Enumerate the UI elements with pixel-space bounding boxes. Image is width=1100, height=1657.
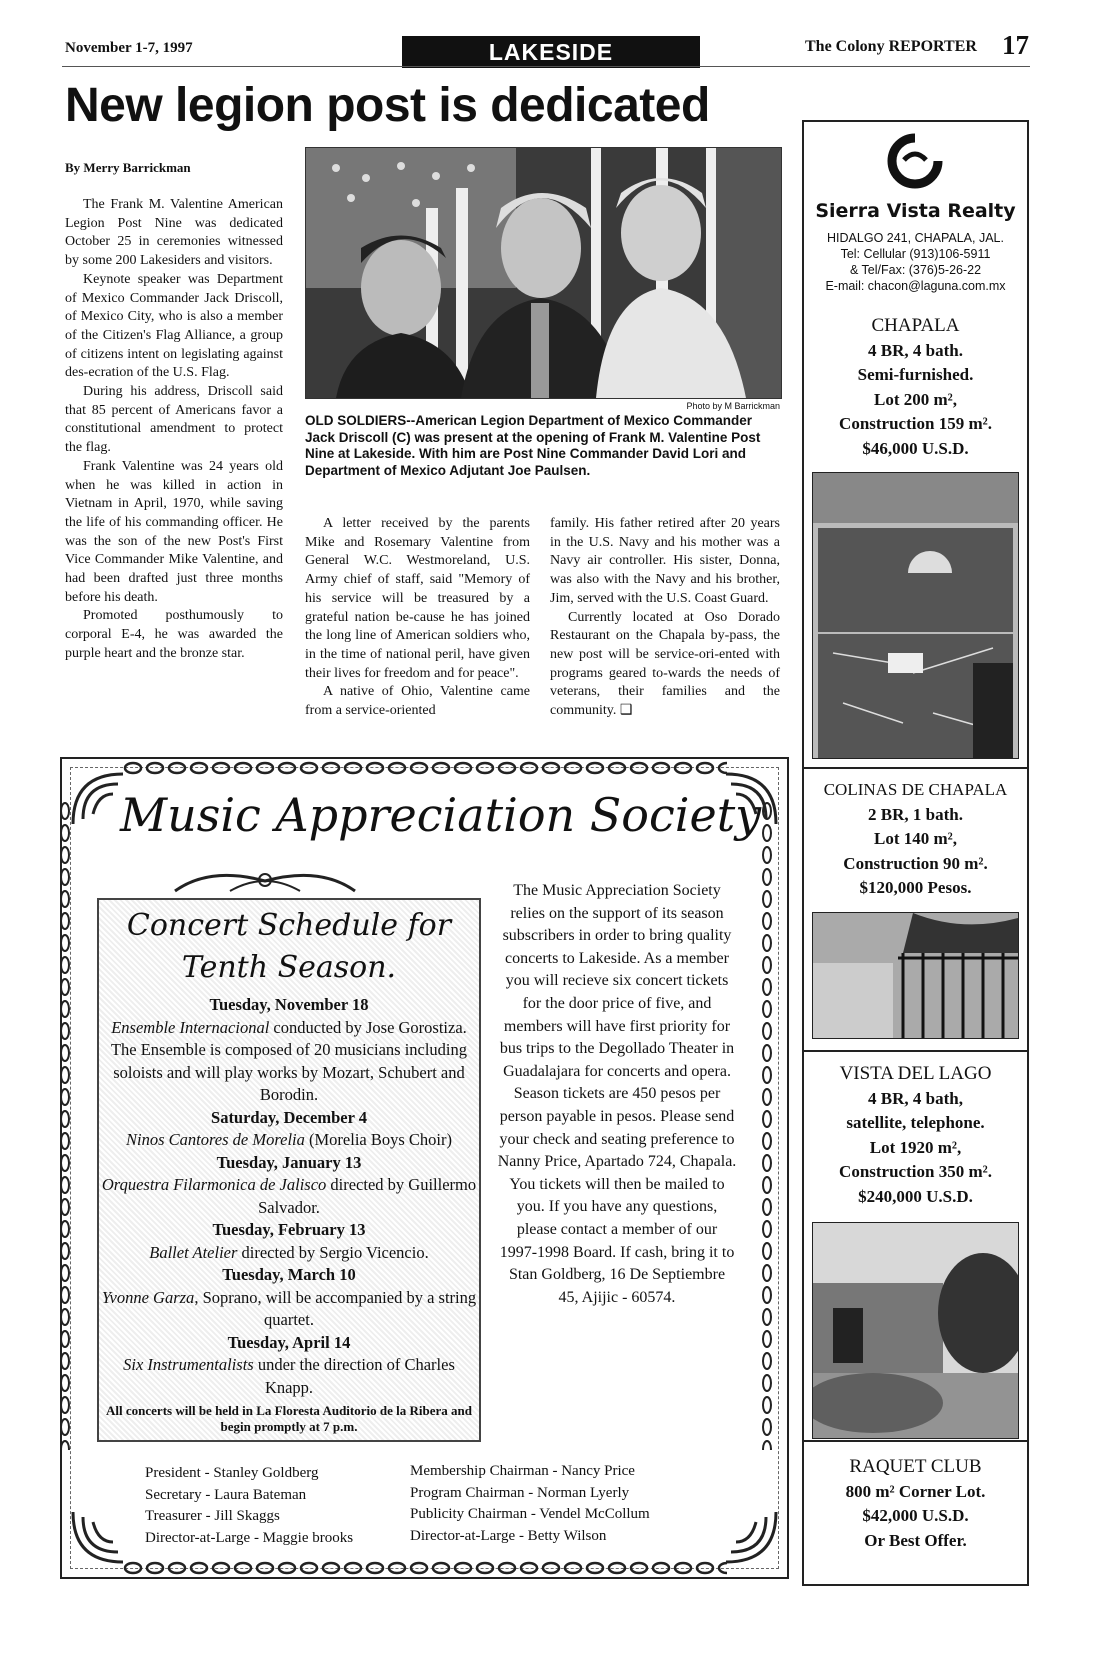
officer: Program Chairman - Norman Lyerly bbox=[410, 1484, 630, 1501]
end-mark: ❑ bbox=[619, 703, 633, 719]
concert-description: directed by Sergio Vicencio. bbox=[237, 1242, 429, 1262]
concert-description: (Morelia Boys Choir) bbox=[304, 1130, 452, 1149]
paragraph-text: Currently located at Oso Dorado Restaurant on the Chapala by-pass, the new post will be service-ori-ented with programs geared to-wards the needs of veterans, their families and the community. bbox=[550, 609, 780, 719]
performer: Ninos Cantores de Morelia bbox=[125, 1130, 305, 1149]
house-photo-illustration bbox=[813, 1223, 1018, 1438]
flourish-ornament-icon bbox=[170, 866, 360, 896]
officer: Publicity Chairman - Vendel McCollum bbox=[410, 1506, 650, 1522]
concert-description: directed by Guillermo Salvador. bbox=[258, 1175, 477, 1217]
realty-ad bbox=[802, 120, 1029, 1586]
listing-title: VISTA DEL LAGO bbox=[839, 1063, 992, 1084]
concert-details bbox=[99, 1287, 479, 1332]
officer: President - Stanley Goldberg bbox=[145, 1465, 319, 1481]
listing-line: satellite, telephone. bbox=[846, 1113, 985, 1132]
realty-name: Sierra Vista Realty bbox=[815, 200, 1016, 222]
ornament-side-right bbox=[762, 800, 772, 1450]
header-rule bbox=[62, 66, 1030, 67]
phone: Tel: Cellular (913)106-5911 bbox=[840, 247, 991, 261]
listing-line: $240,000 U.S.D. bbox=[858, 1186, 973, 1206]
concert-description: conducted by Jose Gorostiza. The Ensemble is composed of 20 musicians including soloists and will play works by Mozart, Schubert and Borodin. bbox=[110, 1017, 468, 1104]
listing-title: RAQUET CLUB bbox=[849, 1456, 982, 1477]
schedule-heading: Concert Schedule for bbox=[126, 908, 452, 943]
listing-line: 4 BR, 4 bath. bbox=[868, 340, 963, 360]
address: HIDALGO 241, CHAPALA, JAL. bbox=[827, 231, 1004, 245]
corner-scroll-icon bbox=[721, 1507, 781, 1567]
listing-line: Lot 140 m², bbox=[873, 829, 957, 848]
listing-line: $46,000 U.S.D. bbox=[862, 438, 969, 458]
concert-description: under the direction of Charles Knapp. bbox=[253, 1355, 455, 1397]
paragraph: A native of Ohio, Valentine came from a service-oriented bbox=[305, 684, 530, 719]
listing-divider bbox=[804, 767, 1027, 769]
listing-line: 4 BR, 4 bath, bbox=[868, 1088, 963, 1108]
officers-list-right bbox=[410, 1461, 650, 1547]
house-photo bbox=[812, 912, 1019, 1039]
performer: Ensemble Internacional bbox=[111, 1017, 270, 1037]
officer: Treasurer - Jill Skaggs bbox=[145, 1508, 280, 1524]
ornament-side-left bbox=[60, 800, 70, 1450]
listing-raquet-club bbox=[804, 1455, 1027, 1553]
fax: & Tel/Fax: (376)5-26-22 bbox=[849, 263, 982, 277]
officers-list-left bbox=[145, 1463, 353, 1549]
concert-description: , Soprano, will be accompanied by a string quartet. bbox=[194, 1287, 477, 1329]
concert-details bbox=[99, 1354, 479, 1399]
music-society-title: Music Appreciation Society bbox=[120, 788, 762, 842]
venue-note: All concerts will be held in La Floresta Auditorio de la Ribera and begin promptly at 7 p.m. bbox=[106, 1403, 472, 1434]
listing-title: COLINAS DE CHAPALA bbox=[823, 780, 1008, 799]
newspaper-name: The Colony REPORTER bbox=[805, 38, 977, 55]
paragraph: Frank Valentine was 24 years old when he was killed in action in Vietnam in April, 1970, while saving the life of his commanding officer. He was the son of the new Post's First Vice Commander Mike Valentine, and had been drafted just three months before his death. bbox=[65, 458, 283, 605]
listing-divider bbox=[804, 1440, 1027, 1442]
paragraph: Promoted posthumously to corporal E-4, he was awarded the purple heart and the bronze star. bbox=[65, 608, 283, 661]
concert-date: Saturday, December 4 bbox=[211, 1107, 367, 1127]
listing-line: $42,000 U.S.D. bbox=[862, 1506, 969, 1525]
article-column-2 bbox=[305, 515, 530, 721]
performer: Yvonne Garza bbox=[101, 1287, 195, 1307]
realty-contact bbox=[804, 230, 1027, 294]
house-photo bbox=[812, 1222, 1019, 1439]
listing-line: Construction 90 m². bbox=[843, 853, 988, 873]
listing-line: Construction 350 m². bbox=[839, 1162, 992, 1181]
photo-credit: Photo by M Barrickman bbox=[686, 401, 780, 411]
legion-photo bbox=[305, 147, 782, 399]
performer: Ballet Atelier bbox=[149, 1242, 238, 1262]
officer: Secretary - Laura Bateman bbox=[145, 1486, 307, 1503]
realty-logo-icon bbox=[884, 130, 946, 192]
house-photo-illustration bbox=[813, 913, 1018, 1038]
schedule-heading: Tenth Season. bbox=[181, 950, 397, 985]
concert-details bbox=[99, 1129, 479, 1152]
article-column-1 bbox=[65, 196, 283, 664]
listing-line: Lot 1920 m², bbox=[869, 1137, 962, 1157]
paragraph: family. His father retired after 20 years in the U.S. Navy and his mother was a Navy air controller. His sister, Donna, was also with the Navy and his brother, Jim, served with the U.S. Coast Guard. bbox=[550, 516, 780, 606]
ornament-band-top bbox=[122, 761, 727, 775]
membership-text: The Music Appreciation Society relies on the support of its season subscribers in order to bring quality concerts to Lakeside. As a member you will recieve six concert tickets for the door price of five, and members will have first priority for bus trips to the Degollado Theater in Guadalajara for concerts and opera. Season tickets are 450 pesos per person payable in pesos. Please send your check and seating preference to Nanny Price, Apartado 724, Chapala. You tickets will then be mailed to you. If you have any questions, please contact a member of our 1997-1998 Board. If cash, bring it to Stan Goldberg, 16 De Septiembre 45, Ajijic - 60574. bbox=[497, 882, 737, 1306]
paragraph bbox=[550, 609, 780, 721]
article-column-3 bbox=[550, 515, 780, 721]
corner-scroll-icon bbox=[68, 1507, 128, 1567]
concert-date: Tuesday, April 14 bbox=[227, 1332, 351, 1352]
headline: New legion post is dedicated bbox=[65, 79, 710, 132]
listing-divider bbox=[804, 1050, 1027, 1052]
concert-date: Tuesday, February 13 bbox=[212, 1220, 366, 1239]
concert-schedule-box bbox=[97, 898, 481, 1442]
house-photo bbox=[812, 472, 1019, 759]
paragraph: A letter received by the parents Mike and Rosemary Valentine from General W.C. Westmoreland, U.S. Army chief of staff, said "Memory of his service will be treasured by a grateful nation be-cause he has joined the long line of American soldiers who, in the time of national peril, have given their lives for freedom and for peace". bbox=[305, 516, 530, 681]
officer: Director-at-Large - Betty Wilson bbox=[410, 1527, 607, 1544]
performer: Orquestra Filarmonica de Jalisco bbox=[101, 1175, 327, 1194]
concert-details bbox=[99, 1017, 479, 1107]
section-banner: LAKESIDE bbox=[402, 36, 700, 68]
page-number: 17 bbox=[1002, 30, 1029, 60]
byline: By Merry Barrickman bbox=[65, 160, 191, 175]
ornament-band-bottom bbox=[122, 1561, 727, 1575]
concert-date: Tuesday, January 13 bbox=[216, 1152, 362, 1172]
email: E-mail: chacon@laguna.com.mx bbox=[825, 279, 1006, 293]
listing-line: Or Best Offer. bbox=[864, 1530, 967, 1550]
listing-line: Construction 159 m². bbox=[839, 414, 992, 433]
listing-line: Semi-furnished. bbox=[857, 365, 974, 384]
corner-scroll-icon bbox=[68, 769, 128, 829]
paragraph: During his address, Driscoll said that 85 percent of Americans favor a constitutional amendment to protect the flag. bbox=[65, 384, 283, 456]
photo-caption: OLD SOLDIERS--American Legion Department of Mexico Commander Jack Driscoll (C) was present at the opening of Frank M. Valentine Post Nine at Lakeside. With him are Post Nine Commander David Lori and Department of Mexico Adjutant Joe Paulsen. bbox=[305, 413, 761, 478]
photo-illustration bbox=[306, 148, 781, 398]
paragraph: The Frank M. Valentine American Legion Post Nine was dedicated October 25 in ceremonies witnessed by some 200 Lakesiders and visitors. bbox=[65, 197, 283, 269]
concert-list bbox=[99, 994, 479, 1435]
concert-details bbox=[99, 1174, 479, 1219]
house-photo-illustration bbox=[813, 473, 1018, 758]
listing-line: Lot 200 m², bbox=[873, 389, 957, 409]
performer: Six Instrumentalists bbox=[123, 1355, 254, 1374]
listing-line: 2 BR, 1 bath. bbox=[868, 804, 963, 824]
listing-line: $120,000 Pesos. bbox=[859, 878, 972, 897]
issue-date: November 1-7, 1997 bbox=[65, 40, 193, 56]
listing-title: CHAPALA bbox=[871, 315, 960, 336]
concert-date: Tuesday, March 10 bbox=[222, 1265, 356, 1284]
listing-vista-del-lago bbox=[804, 1062, 1027, 1209]
listing-chapala bbox=[804, 314, 1027, 461]
officer: Director-at-Large - Maggie brooks bbox=[145, 1529, 354, 1546]
listing-colinas bbox=[804, 778, 1027, 901]
officer: Membership Chairman - Nancy Price bbox=[410, 1463, 635, 1479]
concert-date: Tuesday, November 18 bbox=[209, 995, 369, 1014]
paragraph: Keynote speaker was Department of Mexico Commander Jack Driscoll, of Mexico City, who is also a member of the Citizen's Flag Alliance, a group of citizens intent on legislating against des-ecration of the U.S. Flag. bbox=[65, 271, 283, 381]
listing-line: 800 m² Corner Lot. bbox=[845, 1481, 986, 1501]
concert-details bbox=[99, 1242, 479, 1265]
